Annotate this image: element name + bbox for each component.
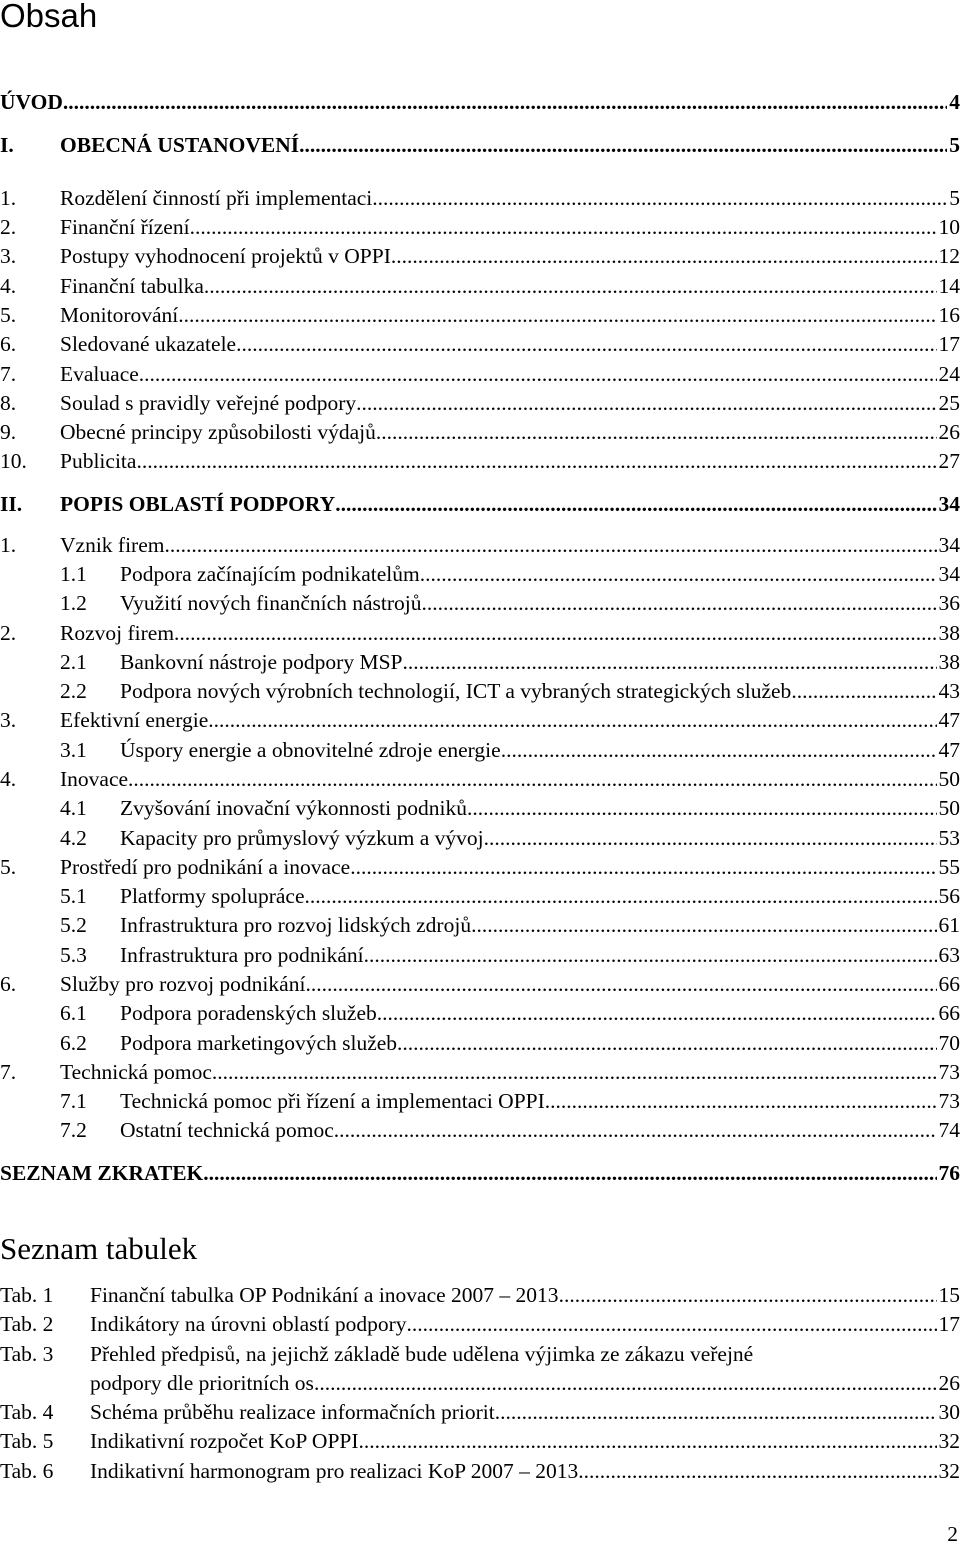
- toc-entry-page: 27: [937, 447, 960, 476]
- toc-entry[interactable]: [0, 213, 960, 242]
- dot-leader: [364, 941, 937, 970]
- dot-leader: [314, 1369, 937, 1398]
- dot-leader: [203, 1159, 936, 1188]
- toc-entry[interactable]: [0, 1159, 960, 1188]
- toc-entry[interactable]: [0, 677, 960, 706]
- dot-leader: [334, 1116, 937, 1145]
- toc-entry[interactable]: [0, 736, 960, 765]
- toc-entry-page: 70: [937, 1029, 960, 1058]
- toc-entry-number: 7.2: [0, 1116, 120, 1145]
- toc-entry[interactable]: [0, 301, 960, 330]
- toc-entry-title: Sledované ukazatele: [60, 330, 236, 359]
- toc-entry-page: 5: [947, 131, 960, 160]
- table-list-page: 32: [937, 1457, 960, 1486]
- toc-entry-title: Podpora začínajícím podnikatelům: [120, 560, 420, 589]
- toc-entry-number: 7.: [0, 360, 60, 389]
- toc-entry-number: 6.: [0, 970, 60, 999]
- toc-entry-number: 1.: [0, 531, 60, 560]
- toc-entry-number: 5.1: [0, 882, 120, 911]
- dot-leader: [164, 531, 936, 560]
- toc-entry[interactable]: [0, 911, 960, 940]
- toc-entry-page: 4: [947, 88, 960, 117]
- toc-entry-page: 73: [937, 1087, 960, 1116]
- table-list-title: Indikativní harmonogram pro realizaci KoP 2007 – 2013: [90, 1457, 578, 1486]
- table-list-title: podpory dle prioritních os: [90, 1369, 314, 1398]
- toc-entry-title: Rozdělení činností při implementaci: [60, 184, 372, 213]
- dot-leader: [350, 853, 936, 882]
- table-list-title: Finanční tabulka OP Podnikání a inovace 2007 – 2013: [90, 1281, 559, 1310]
- toc-entry-page: 34: [937, 560, 960, 589]
- toc-entry-title: Služby pro rozvoj podnikání: [60, 970, 305, 999]
- table-list-page: 15: [937, 1281, 960, 1310]
- toc-entry-page: 47: [937, 706, 960, 735]
- toc-entry-number: 6.2: [0, 1029, 120, 1058]
- dot-leader: [299, 131, 947, 160]
- table-list-entry[interactable]: [0, 1398, 960, 1427]
- toc-entry-title: POPIS OBLASTÍ PODPORY: [60, 490, 335, 519]
- dot-leader: [471, 911, 936, 940]
- dot-leader: [305, 970, 936, 999]
- toc-entry-page: 12: [937, 242, 960, 271]
- toc-entry-number: 1.2: [0, 589, 120, 618]
- toc-entry[interactable]: [0, 853, 960, 882]
- toc-entry-title: Bankovní nástroje podpory MSP: [120, 648, 402, 677]
- toc-entry[interactable]: [0, 706, 960, 735]
- toc-entry-title: Ostatní technická pomoc: [120, 1116, 334, 1145]
- toc-entry-title: Podpora poradenských služeb: [120, 999, 377, 1028]
- toc-entry-title: Technická pomoc při řízení a implementaci OPPI: [120, 1087, 545, 1116]
- toc-entry[interactable]: [0, 1116, 960, 1145]
- table-list-title: Indikativní rozpočet KoP OPPI: [90, 1427, 359, 1456]
- toc-entry-page: 5: [947, 184, 960, 213]
- dot-leader: [136, 447, 936, 476]
- toc-entry-page: 25: [937, 389, 960, 418]
- toc-entry-number: 5.: [0, 853, 60, 882]
- toc-entry-title: Technická pomoc: [60, 1058, 212, 1087]
- toc-entry[interactable]: [0, 589, 960, 618]
- page-number: 2: [947, 1520, 958, 1549]
- toc-entry-page: 43: [937, 677, 960, 706]
- toc-entry-number: I.: [0, 131, 60, 160]
- dot-leader: [356, 389, 936, 418]
- toc-entry-title: Postupy vyhodnocení projektů v OPPI: [60, 242, 391, 271]
- toc-entry-page: 61: [937, 911, 960, 940]
- toc-entry-number: 4.: [0, 765, 60, 794]
- toc-entry-title: Prostředí pro podnikání a inovace: [60, 853, 350, 882]
- toc-entry-page: 53: [937, 824, 960, 853]
- toc-entry[interactable]: [0, 794, 960, 823]
- dot-leader: [422, 589, 937, 618]
- dot-leader: [578, 1457, 936, 1486]
- toc-entry-page: 16: [937, 301, 960, 330]
- dot-leader: [190, 213, 937, 242]
- toc-entry-title: Rozvoj firem: [60, 619, 174, 648]
- table-list-label: Tab. 5: [0, 1427, 53, 1456]
- toc-entry[interactable]: [0, 272, 960, 301]
- toc-entry-number: 4.: [0, 272, 60, 301]
- toc-entry-page: 50: [937, 794, 960, 823]
- toc-entry-number: 8.: [0, 389, 60, 418]
- table-list-label: Tab. 3: [0, 1340, 53, 1369]
- toc-entry-page: 38: [937, 619, 960, 648]
- toc-entry-page: 34: [937, 490, 960, 519]
- table-list-label: Tab. 1: [0, 1281, 53, 1310]
- page-title-toc: Obsah: [0, 0, 97, 38]
- toc-entry-number: 2.: [0, 619, 60, 648]
- toc-entry-title: OBECNÁ USTANOVENÍ: [60, 131, 299, 160]
- toc-entry[interactable]: [0, 490, 960, 519]
- toc-entry-title: Inovace: [60, 765, 128, 794]
- toc-entry-page: 63: [937, 941, 960, 970]
- toc-entry-number: 2.: [0, 213, 60, 242]
- dot-leader: [372, 184, 947, 213]
- toc-entry-number: 2.1: [0, 648, 120, 677]
- toc-entry-number: 3.: [0, 706, 60, 735]
- toc-entry-title: Finanční tabulka: [60, 272, 204, 301]
- toc-entry-title: SEZNAM ZKRATEK: [0, 1159, 203, 1188]
- toc-entry-title: Monitorování: [60, 301, 178, 330]
- toc-entry-number: 1.1: [0, 560, 120, 589]
- dot-leader: [559, 1281, 937, 1310]
- toc-entry-number: 3.: [0, 242, 60, 271]
- dot-leader: [174, 619, 936, 648]
- dot-leader: [495, 1398, 937, 1427]
- toc-entry-number: II.: [0, 490, 60, 519]
- dot-leader: [139, 360, 937, 389]
- toc-entry[interactable]: [0, 765, 960, 794]
- toc-entry-number: 4.1: [0, 794, 120, 823]
- toc-entry-number: 5.2: [0, 911, 120, 940]
- toc-entry-title: Publicita: [60, 447, 136, 476]
- toc-entry-title: Kapacity pro průmyslový výzkum a vývoj: [120, 824, 484, 853]
- toc-entry-title: Podpora nových výrobních technologií, ICT a vybraných strategických služeb: [120, 677, 791, 706]
- toc-entry-number: 2.2: [0, 677, 120, 706]
- toc-entry[interactable]: [0, 1087, 960, 1116]
- toc-entry-number: 1.: [0, 184, 60, 213]
- dot-leader: [212, 1058, 937, 1087]
- toc-entry-title: Platformy spolupráce: [120, 882, 305, 911]
- toc-entry-title: Vznik firem: [60, 531, 164, 560]
- dot-leader: [236, 330, 936, 359]
- toc-entry[interactable]: [0, 131, 960, 160]
- toc-entry[interactable]: [0, 1029, 960, 1058]
- table-list-title: Přehled předpisů, na jejichž základě bude udělena výjimka ze zákazu veřejné: [90, 1340, 753, 1369]
- toc-entry[interactable]: [0, 418, 960, 447]
- toc-entry-title: Finanční řízení: [60, 213, 190, 242]
- toc-entry-page: 55: [937, 853, 960, 882]
- dot-leader: [208, 706, 936, 735]
- toc-entry-number: 7.1: [0, 1087, 120, 1116]
- toc-entry-page: 36: [937, 589, 960, 618]
- toc-entry[interactable]: [0, 648, 960, 677]
- toc-entry-number: 7.: [0, 1058, 60, 1087]
- toc-entry-title: Evaluace: [60, 360, 139, 389]
- dot-leader: [791, 677, 936, 706]
- toc-entry[interactable]: [0, 184, 960, 213]
- dot-leader: [545, 1087, 937, 1116]
- toc-entry-number: 10.: [0, 447, 60, 476]
- toc-entry-number: 3.1: [0, 736, 120, 765]
- table-list-label: Tab. 6: [0, 1457, 53, 1486]
- dot-leader: [359, 1427, 937, 1456]
- dot-leader: [305, 882, 937, 911]
- toc-entry-title: Soulad s pravidly veřejné podpory: [60, 389, 356, 418]
- dot-leader: [376, 418, 937, 447]
- dot-leader: [484, 824, 937, 853]
- toc-entry[interactable]: [0, 330, 960, 359]
- toc-entry-page: 38: [937, 648, 960, 677]
- toc-entry[interactable]: [0, 824, 960, 853]
- toc-entry-title: Efektivní energie: [60, 706, 208, 735]
- toc-entry-title: Úspory energie a obnovitelné zdroje energie: [120, 736, 501, 765]
- dot-leader: [467, 794, 937, 823]
- toc-entry-page: 34: [937, 531, 960, 560]
- table-list-label: Tab. 2: [0, 1310, 53, 1339]
- toc-entry-number: 4.2: [0, 824, 120, 853]
- toc-entry-page: 56: [937, 882, 960, 911]
- toc-entry-page: 26: [937, 418, 960, 447]
- table-list-page: 32: [937, 1427, 960, 1456]
- dot-leader: [420, 560, 937, 589]
- toc-entry-title: Infrastruktura pro rozvoj lidských zdrojů: [120, 911, 471, 940]
- dot-leader: [128, 765, 936, 794]
- toc-entry[interactable]: [0, 1058, 960, 1087]
- dot-leader: [501, 736, 937, 765]
- toc-entry-number: 5.3: [0, 941, 120, 970]
- dot-leader: [402, 648, 936, 677]
- dot-leader: [204, 272, 937, 301]
- toc-entry[interactable]: [0, 242, 960, 271]
- table-list-page: 26: [937, 1369, 960, 1398]
- toc-entry[interactable]: [0, 882, 960, 911]
- toc-entry-title: Infrastruktura pro podnikání: [120, 941, 364, 970]
- dot-leader: [377, 999, 937, 1028]
- toc-entry[interactable]: [0, 88, 960, 117]
- toc-entry[interactable]: [0, 531, 960, 560]
- table-list-entry[interactable]: [0, 1310, 960, 1339]
- table-list-label: Tab. 4: [0, 1398, 53, 1427]
- toc-entry[interactable]: [0, 360, 960, 389]
- toc-entry-page: 17: [937, 330, 960, 359]
- table-list-title: Schéma průběhu realizace informačních priorit: [90, 1398, 495, 1427]
- table-list-page: 30: [937, 1398, 960, 1427]
- dot-leader: [63, 88, 947, 117]
- dot-leader: [335, 490, 936, 519]
- toc-entry[interactable]: [0, 560, 960, 589]
- table-list-entry[interactable]: [0, 1340, 960, 1398]
- toc-entry[interactable]: [0, 999, 960, 1028]
- toc-entry-page: 66: [937, 970, 960, 999]
- toc-entry[interactable]: [0, 619, 960, 648]
- table-list-entry[interactable]: [0, 1427, 960, 1456]
- dot-leader: [391, 242, 937, 271]
- toc-entry[interactable]: [0, 970, 960, 999]
- toc-entry-number: 5.: [0, 301, 60, 330]
- toc-entry-page: 74: [937, 1116, 960, 1145]
- dot-leader: [397, 1029, 936, 1058]
- toc-entry-title: Obecné principy způsobilosti výdajů: [60, 418, 376, 447]
- toc-entry-page: 10: [937, 213, 960, 242]
- table-list-entry[interactable]: [0, 1281, 960, 1310]
- page-title-tables: Seznam tabulek: [0, 1230, 197, 1268]
- toc-entry[interactable]: [0, 941, 960, 970]
- dot-leader: [178, 301, 936, 330]
- toc-entry-number: 6.: [0, 330, 60, 359]
- toc-entry-page: 47: [937, 736, 960, 765]
- table-list-title: Indikátory na úrovni oblastí podpory: [90, 1310, 406, 1339]
- toc-entry-title: Zvyšování inovační výkonnosti podniků: [120, 794, 467, 823]
- toc-entry-title: ÚVOD: [0, 88, 63, 117]
- toc-entry-title: Podpora marketingových služeb: [120, 1029, 397, 1058]
- toc-entry-page: 66: [937, 999, 960, 1028]
- toc-entry-page: 14: [937, 272, 960, 301]
- toc-entry-page: 73: [937, 1058, 960, 1087]
- toc-entry-title: Využití nových finančních nástrojů: [120, 589, 422, 618]
- dot-leader: [406, 1310, 936, 1339]
- table-list-entry[interactable]: [0, 1457, 960, 1486]
- toc-entry-number: 6.1: [0, 999, 120, 1028]
- toc-entry-page: 76: [937, 1159, 960, 1188]
- toc-entry-page: 24: [937, 360, 960, 389]
- toc-entry[interactable]: [0, 389, 960, 418]
- toc-entry-page: 50: [937, 765, 960, 794]
- table-list-page: 17: [937, 1310, 960, 1339]
- toc-entry[interactable]: [0, 447, 960, 476]
- toc-entry-number: 9.: [0, 418, 60, 447]
